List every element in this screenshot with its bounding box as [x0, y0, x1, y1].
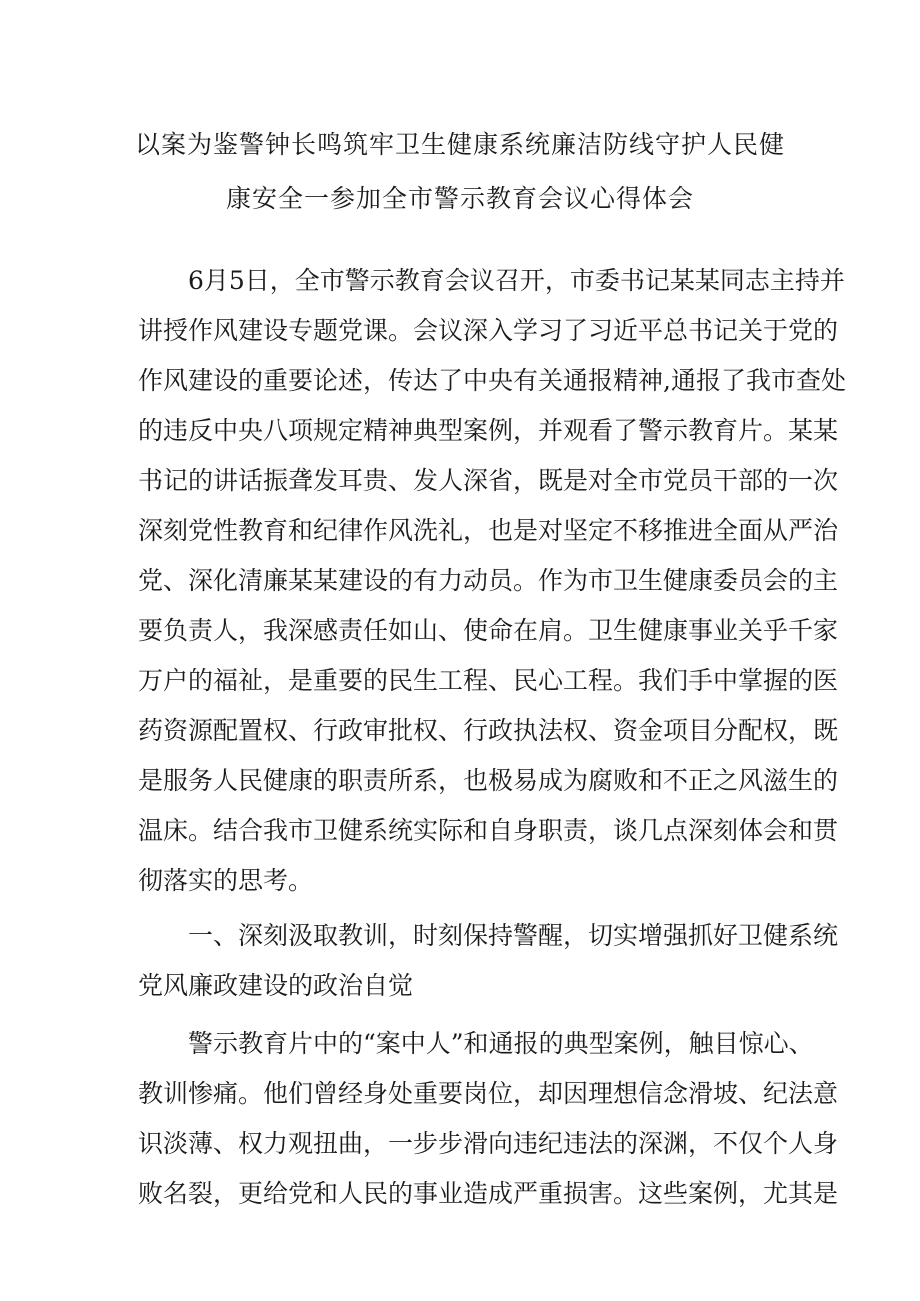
paragraph-1-line: 要负责人，我深感责任如山、使命在肩。卫生健康事业关乎千家 [138, 616, 839, 645]
section-heading-line: 党风廉政建设的政治自觉 [138, 971, 414, 1000]
paragraph-1-line: 作风建设的重要论述，传达了中央有关通报精神,通报了我市查处 [138, 366, 846, 395]
paragraph-1-line: 讲授作风建设专题党课。会议深入学习了习近平总书记关于党的 [138, 316, 839, 345]
paragraph-1-line: 深刻党性教育和纪律作风洗礼，也是对坚定不移推进全面从严治 [138, 516, 839, 545]
paragraph-1-line: 的违反中央八项规定精神典型案例，并观看了警示教育片。某某 [138, 416, 839, 445]
paragraph-2-line: 警示教育片中的“案中人”和通报的典型案例，触目惊心、 [188, 1029, 814, 1058]
paragraph-1-line: 温床。结合我市卫健系统实际和自身职责，谈几点深刻体会和贯 [138, 816, 839, 845]
paragraph-2-line: 败名裂，更给党和人民的事业造成严重损害。这些案例，尤其是 [138, 1179, 839, 1208]
paragraph-2-line: 识淡薄、权力观扭曲，一步步滑向违纪违法的深渊，不仅个人身 [138, 1129, 839, 1158]
document-title-line-2: 康安全一参加全市警示教育会议心得体会 [225, 184, 694, 213]
paragraph-1-line: 6月5日，全市警示教育会议召开，市委书记某某同志主持并 [188, 266, 845, 295]
paragraph-1-line: 是服务人民健康的职责所系，也极易成为腐败和不正之风滋生的 [138, 766, 839, 795]
paragraph-1-line: 党、深化清廉某某建设的有力动员。作为市卫生健康委员会的主 [138, 566, 839, 595]
paragraph-1-line: 药资源配置权、行政审批权、行政执法权、资金项目分配权，既 [138, 716, 839, 745]
paragraph-1-line: 书记的讲话振聋发耳贵、发人深省，既是对全市党员干部的一次 [138, 466, 839, 495]
section-heading-line: 一、深刻汲取教训，时刻保持警醒，切实增强抓好卫健系统 [188, 921, 839, 950]
document-title-line-1: 以案为鉴警钟长鸣筑牢卫生健康系统廉洁防线守护人民健 [134, 130, 785, 159]
paragraph-2-line: 教训惨痛。他们曾经身处重要岗位，却因理想信念滑坡、纪法意 [138, 1079, 839, 1108]
paragraph-1-line: 万户的福祉，是重要的民生工程、民心工程。我们手中掌握的医 [138, 666, 839, 695]
paragraph-1-line: 彻落实的思考。 [138, 866, 314, 895]
